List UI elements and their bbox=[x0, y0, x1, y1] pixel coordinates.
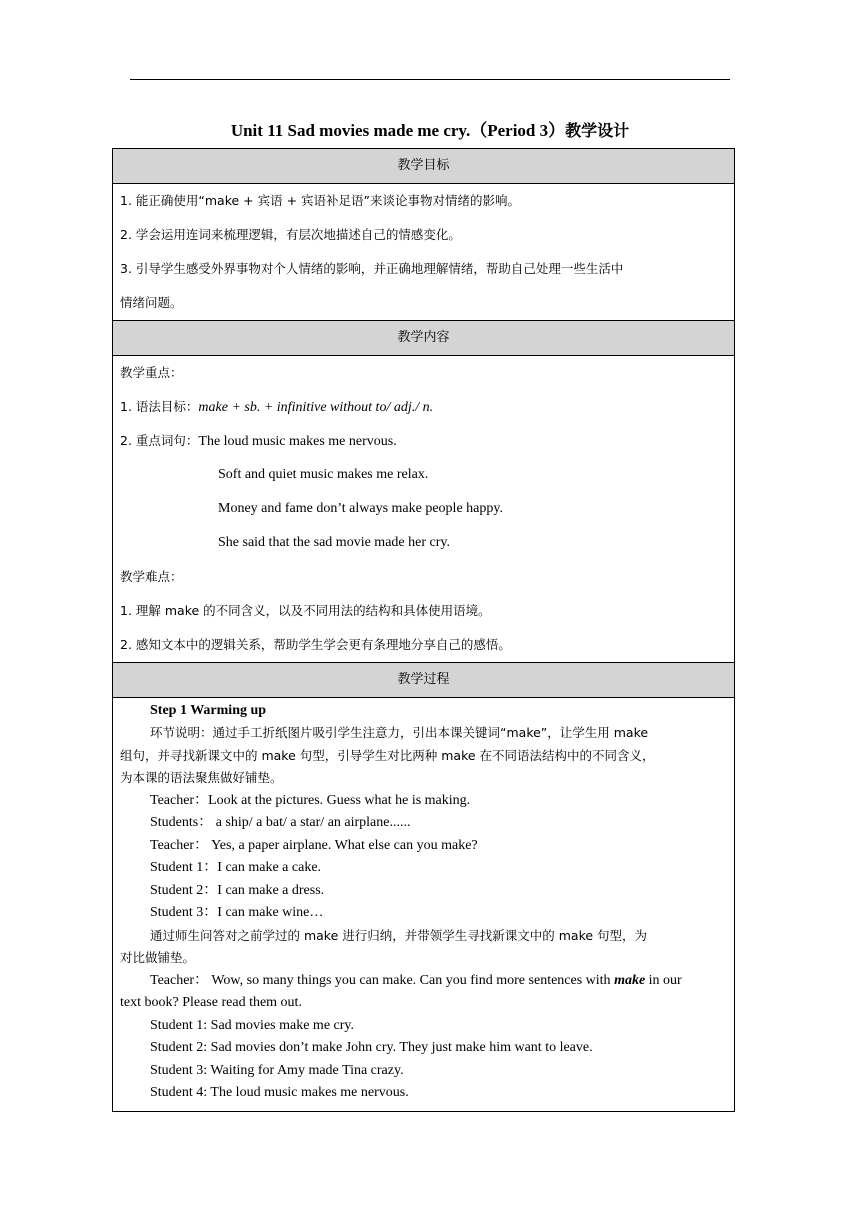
grammar-target bbox=[113, 390, 734, 424]
note-line: 通过师生问答对之前学过的 make 进行归纳，并带领学生寻找新课文中的 make 句型，为 bbox=[150, 927, 648, 943]
objectives-section bbox=[113, 184, 734, 321]
key-sentence: She said that the sad movie made her cry. bbox=[218, 535, 450, 550]
key-sentence: Money and fame don’t always make people happy. bbox=[218, 501, 503, 516]
title-chinese: 教学设计 bbox=[565, 121, 630, 140]
objective-item: 3. 引导学生感受外界事物对个人情绪的影响，并正确地理解情绪，帮助自己处理一些生活中 bbox=[120, 261, 624, 276]
grammar-prefix: 1. 语法目标： bbox=[120, 399, 199, 414]
dialogue-line: Student 1：I can make a cake. bbox=[150, 860, 322, 875]
lesson-plan-table bbox=[112, 148, 735, 1112]
objective-item: 1. 能正确使用“make + 宾语 + 宾语补足语”来谈论事物对情绪的影响。 bbox=[120, 193, 521, 208]
title-english: Unit 11 Sad movies made me cry.（Period 3） bbox=[230, 121, 566, 140]
dialogue-line bbox=[120, 970, 727, 993]
process-section bbox=[113, 698, 734, 1111]
dialogue-line: Student 3: Waiting for Amy made Tina crazy. bbox=[150, 1062, 404, 1078]
note-line: 环节说明：通过手工折纸图片吸引学生注意力，引出本课关键词“make”，让学生用 make bbox=[150, 725, 649, 740]
difficulty-label: 教学难点： bbox=[120, 569, 183, 584]
note-line: 对比做铺垫。 bbox=[120, 950, 196, 965]
dialogue-line: Student 1: Sad movies make me cry. bbox=[150, 1017, 354, 1033]
process-header: 教学过程 bbox=[113, 663, 734, 698]
grammar-value: make + sb. + infinitive without to/ adj./ n. bbox=[198, 400, 434, 415]
page-title bbox=[0, 116, 860, 141]
dialogue-line: Student 4: The loud music makes me nervous. bbox=[150, 1085, 409, 1100]
focus-label: 教学重点： bbox=[120, 365, 183, 380]
teacher-text: Teacher： Wow, so many things you can make. Can you find more sentences with bbox=[150, 972, 615, 988]
dialogue-line: Students： a ship/ a bat/ a star/ an airplane...... bbox=[150, 815, 411, 830]
objective-item: 2. 学会运用连词来梳理逻辑，有层次地描述自己的情感变化。 bbox=[120, 227, 461, 242]
step-title: Step 1 Warming up bbox=[150, 703, 267, 718]
key-sentence: The loud music makes me nervous. bbox=[198, 434, 397, 449]
key-sentence: Soft and quiet music makes me relax. bbox=[218, 467, 429, 482]
note-line: 为本课的语法聚焦做好铺垫。 bbox=[120, 770, 283, 785]
content-header: 教学内容 bbox=[113, 321, 734, 356]
dialogue-line: Student 3：I can make wine… bbox=[150, 905, 324, 920]
dialogue-line: Student 2: Sad movies don’t make John cry. They just make him want to leave. bbox=[150, 1040, 593, 1055]
emphasized-word: make bbox=[614, 972, 646, 988]
difficulty-item: 2. 感知文本中的逻辑关系，帮助学生学会更有条理地分享自己的感悟。 bbox=[120, 637, 511, 652]
dialogue-line: Student 2：I can make a dress. bbox=[150, 882, 325, 898]
objectives-header: 教学目标 bbox=[113, 149, 734, 184]
dialogue-line-continued: text book? Please read them out. bbox=[120, 995, 302, 1010]
difficulty-item: 1. 理解 make 的不同含义，以及不同用法的结构和具体使用语境。 bbox=[120, 603, 491, 618]
key-prefix: 2. 重点词句： bbox=[120, 433, 199, 448]
teacher-text-end: in our bbox=[645, 972, 682, 988]
objective-item-continued: 情绪问题。 bbox=[120, 295, 183, 310]
note-line: 组句，并寻找新课文中的 make 句型，引导学生对比两种 make 在不同语法结构中的不同含义， bbox=[120, 747, 655, 763]
key-sentence-row bbox=[113, 424, 734, 458]
dialogue-line: Teacher： Yes, a paper airplane. What else can you make? bbox=[150, 837, 478, 853]
dialogue-line: Teacher：Look at the pictures. Guess what he is making. bbox=[150, 792, 471, 808]
header-rule bbox=[130, 79, 730, 80]
content-section bbox=[113, 356, 734, 663]
